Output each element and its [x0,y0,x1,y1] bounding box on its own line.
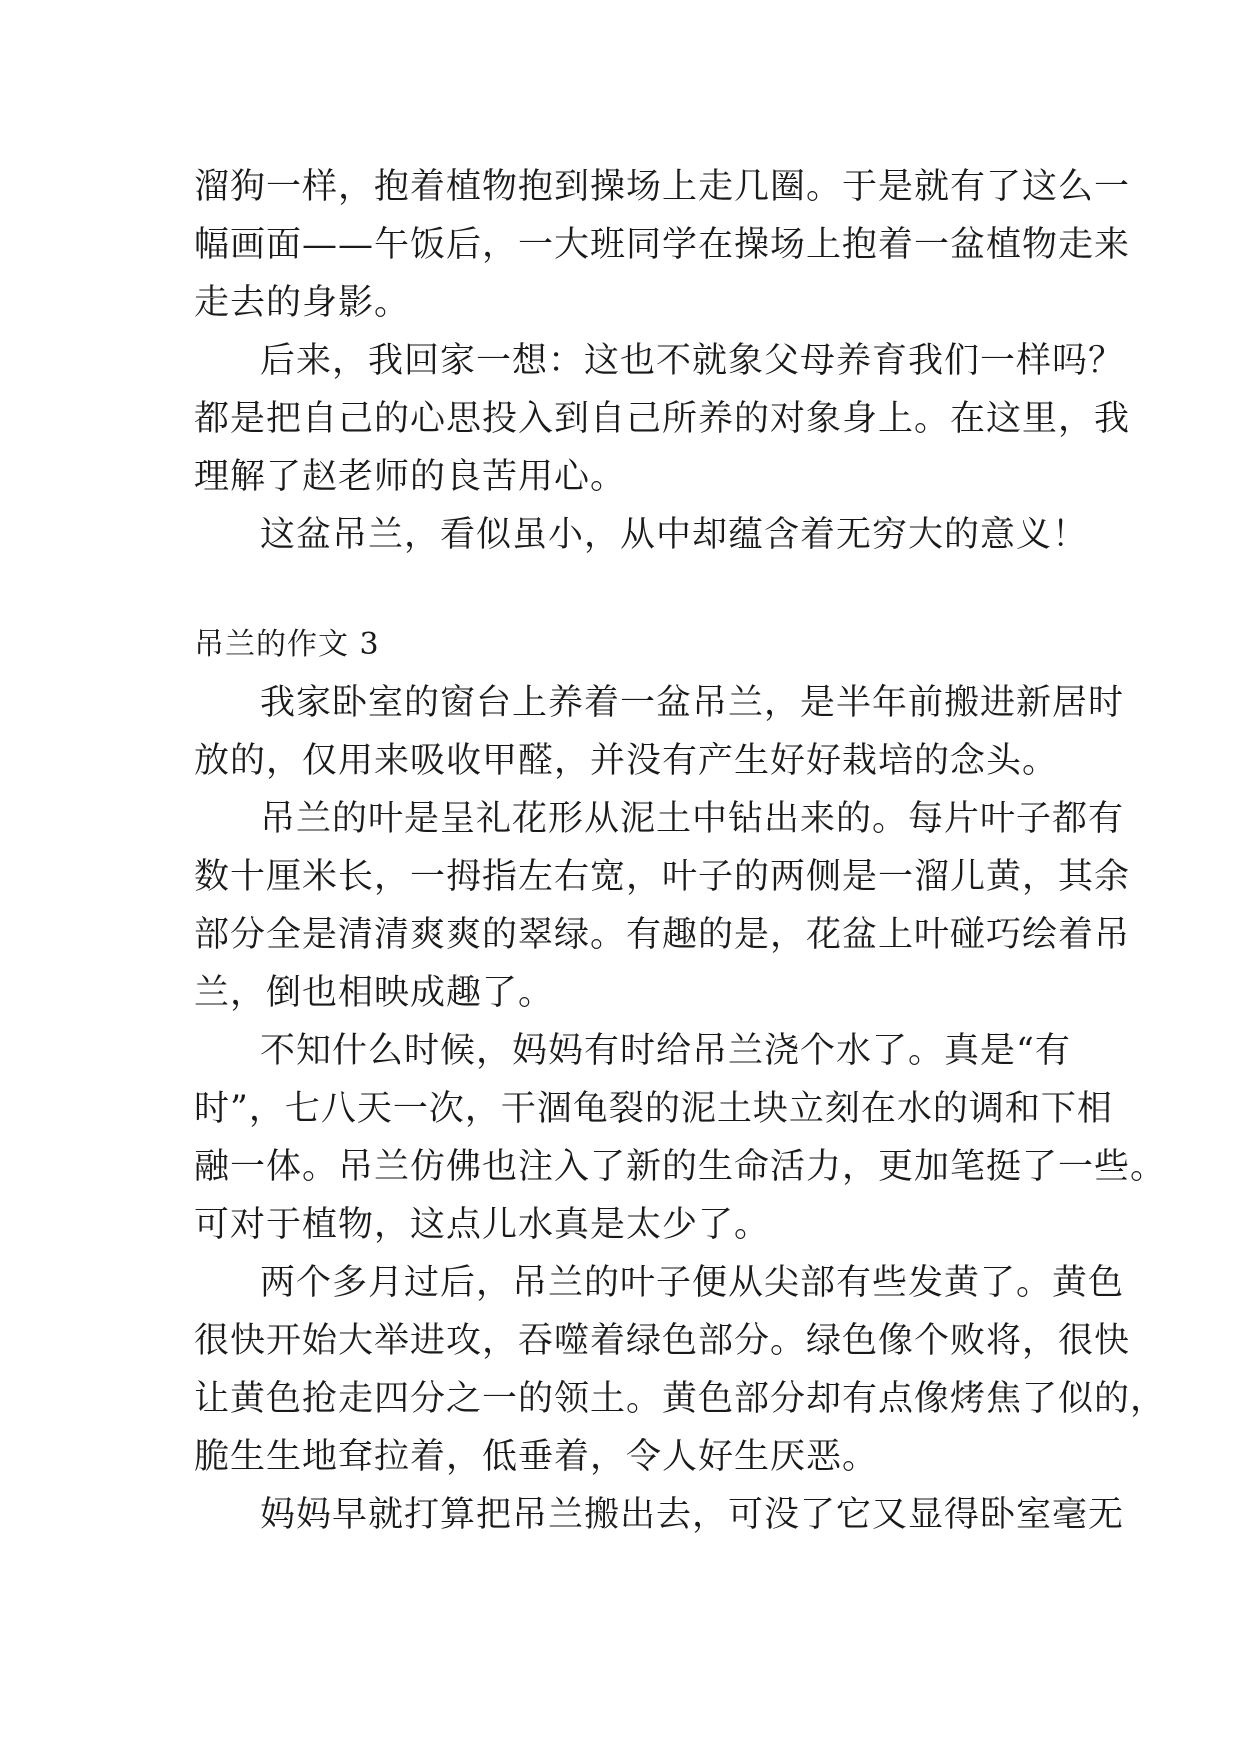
text-line: 让黄色抢走四分之一的领土。黄色部分却有点像烤焦了似的， [194,1379,1167,1419]
text-line: 我家卧室的窗台上养着一盆吊兰，是半年前搬进新居时 [260,683,1125,723]
text-line: 不知什么时候，妈妈有时给吊兰浇个水了。真是“有 [260,1031,1071,1071]
text-line: 时”，七八天一次，干涸龟裂的泥土块立刻在水的调和下相 [194,1089,1113,1129]
paragraph [194,1486,1125,1544]
text-line: 部分全是清清爽爽的翠绿。有趣的是，花盆上叶碰巧绘着吊 [194,915,1131,955]
text-line: 妈妈早就打算把吊兰搬出去，可没了它又显得卧室毫无 [260,1495,1125,1535]
text-line: 吊兰的叶是呈礼花形从泥土中钻出来的。每片叶子都有 [260,799,1125,839]
text-line: 幅画面——午饭后，一大班同学在操场上抱着一盆植物走来 [194,225,1131,265]
text-line: 这盆吊兰，看似虽小，从中却蕴含着无穷大的意义！ [260,515,1089,555]
paragraph [194,158,1131,332]
text-line: 理解了赵老师的良苦用心。 [194,457,627,497]
paragraph [194,790,1131,1022]
paragraph [194,506,1089,564]
text-line: 后来，我回家一想：这也不就象父母养育我们一样吗？ [260,341,1125,381]
text-line: 两个多月过后，吊兰的叶子便从尖部有些发黄了。黄色 [260,1263,1125,1303]
document-page [194,158,1167,1544]
essay-heading: 吊兰的作文 3 [194,627,380,662]
text-line: 很快开始大举进攻，吞噬着绿色部分。绿色像个败将，很快 [194,1321,1131,1361]
text-line: 数十厘米长，一拇指左右宽，叶子的两侧是一溜儿黄，其余 [194,857,1131,897]
text-line: 溜狗一样，抱着植物抱到操场上走几圈。于是就有了这么一 [194,167,1131,207]
paragraph [194,674,1125,790]
paragraph [194,1254,1167,1486]
paragraph [194,332,1131,506]
paragraph [194,1022,1167,1254]
text-line: 都是把自己的心思投入到自己所养的对象身上。在这里，我 [194,399,1131,439]
text-line: 兰，倒也相映成趣了。 [194,973,555,1013]
text-line: 脆生生地耷拉着，低垂着，令人好生厌恶。 [194,1437,879,1477]
text-line: 可对于植物，这点儿水真是太少了。 [194,1205,771,1245]
text-line: 融一体。吊兰仿佛也注入了新的生命活力，更加笔挺了一些。 [194,1147,1167,1187]
text-line: 走去的身影。 [194,283,411,323]
text-line: 放的，仅用来吸收甲醛，并没有产生好好栽培的念头。 [194,741,1059,781]
